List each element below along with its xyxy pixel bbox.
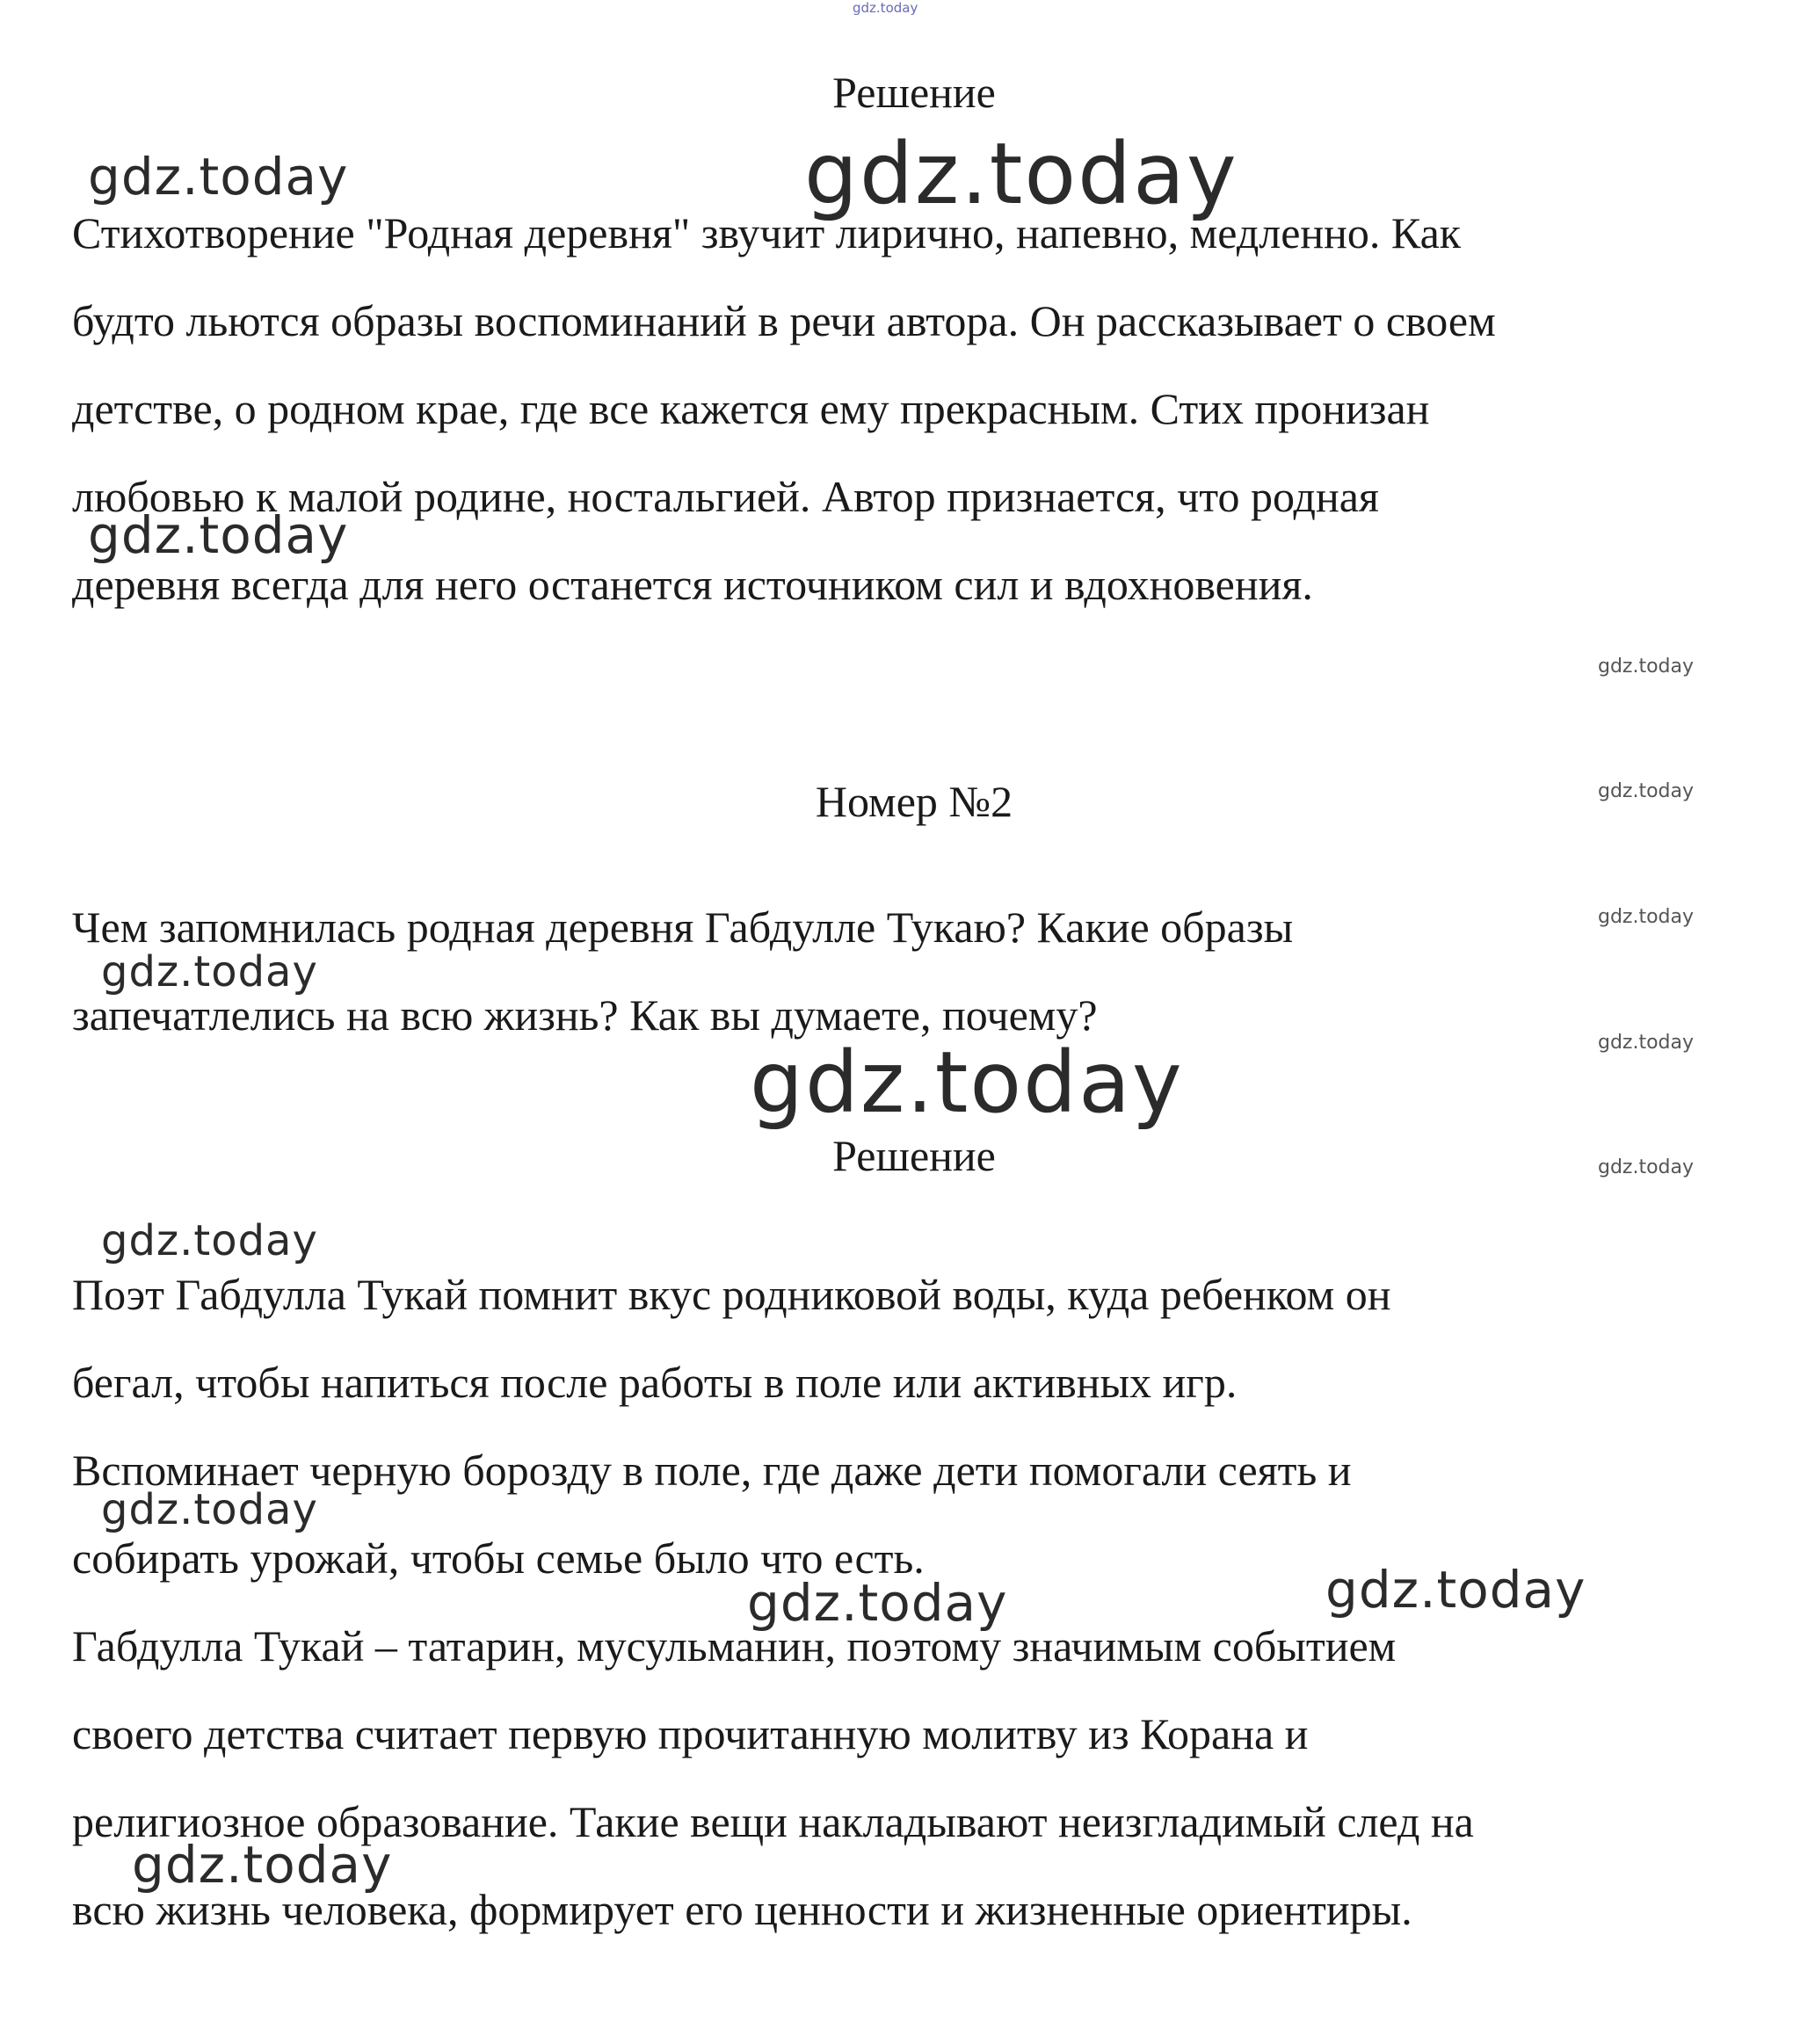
section2-heading: Номер №2 bbox=[815, 777, 1013, 826]
watermark-text: gdz.today bbox=[1598, 780, 1695, 802]
text-line: бегал, чтобы напиться после работы в поле или активных игр. bbox=[72, 1358, 1238, 1407]
section1-answer-text bbox=[72, 208, 1793, 650]
section2-answer-heading: Решение bbox=[832, 1131, 996, 1180]
watermark-text: gdz.today bbox=[750, 1033, 1184, 1132]
watermark-text: gdz.today bbox=[1598, 906, 1695, 928]
watermark-text: gdz.today bbox=[88, 505, 349, 565]
watermark-text: gdz.today bbox=[1325, 1560, 1586, 1620]
text-line: Стихотворение "Родная деревня" звучит лирично, напевно, медленно. Как bbox=[72, 208, 1462, 257]
watermark-text: gdz.today bbox=[1598, 1032, 1695, 1054]
watermark-text: gdz.today bbox=[804, 125, 1238, 223]
watermark-text: gdz.today bbox=[1598, 1156, 1695, 1178]
watermark-text: gdz.today bbox=[101, 947, 318, 997]
watermark-text: gdz.today bbox=[853, 0, 918, 16]
text-line: Габдулла Тукай – татарин, мусульманин, поэтому значимым событием bbox=[72, 1621, 1397, 1671]
section1-heading: Решение bbox=[832, 68, 996, 117]
text-line: Чем запомнилась родная деревня Габдулле Тукаю? Какие образы bbox=[72, 902, 1294, 952]
text-line: запечатлелись на всю жизнь? Как вы думаете, почему? bbox=[72, 990, 1098, 1040]
watermark-text: gdz.today bbox=[88, 147, 349, 207]
watermark-text: gdz.today bbox=[132, 1835, 393, 1895]
text-line: религиозное образование. Такие вещи накладывают неизгладимый след на bbox=[72, 1797, 1474, 1846]
watermark-text: gdz.today bbox=[1598, 656, 1695, 678]
watermark-text: gdz.today bbox=[101, 1485, 318, 1534]
text-line: собирать урожай, чтобы семье было что есть. bbox=[72, 1533, 925, 1583]
watermark-text: gdz.today bbox=[101, 1216, 318, 1265]
watermark-text: gdz.today bbox=[747, 1573, 1008, 1633]
text-line: Поэт Габдулла Тукай помнит вкус родниковой воды, куда ребенком он bbox=[72, 1270, 1391, 1319]
text-line: Вспоминает черную борозду в поле, где даже дети помогали сеять и bbox=[72, 1446, 1352, 1495]
text-line: любовью к малой родине, ностальгией. Автор признается, что родная bbox=[72, 472, 1379, 521]
text-line: будто льются образы воспоминаний в речи автора. Он рассказывает о своем bbox=[72, 296, 1496, 345]
text-line: детстве, о родном крае, где все кажется ему прекрасным. Стих пронизан bbox=[72, 384, 1430, 433]
text-line: своего детства считает первую прочитанную молитву из Корана и bbox=[72, 1709, 1309, 1758]
text-line: деревня всегда для него останется источником сил и вдохновения. bbox=[72, 560, 1313, 609]
text-line: всю жизнь человека, формирует его ценности и жизненные ориентиры. bbox=[72, 1885, 1412, 1934]
